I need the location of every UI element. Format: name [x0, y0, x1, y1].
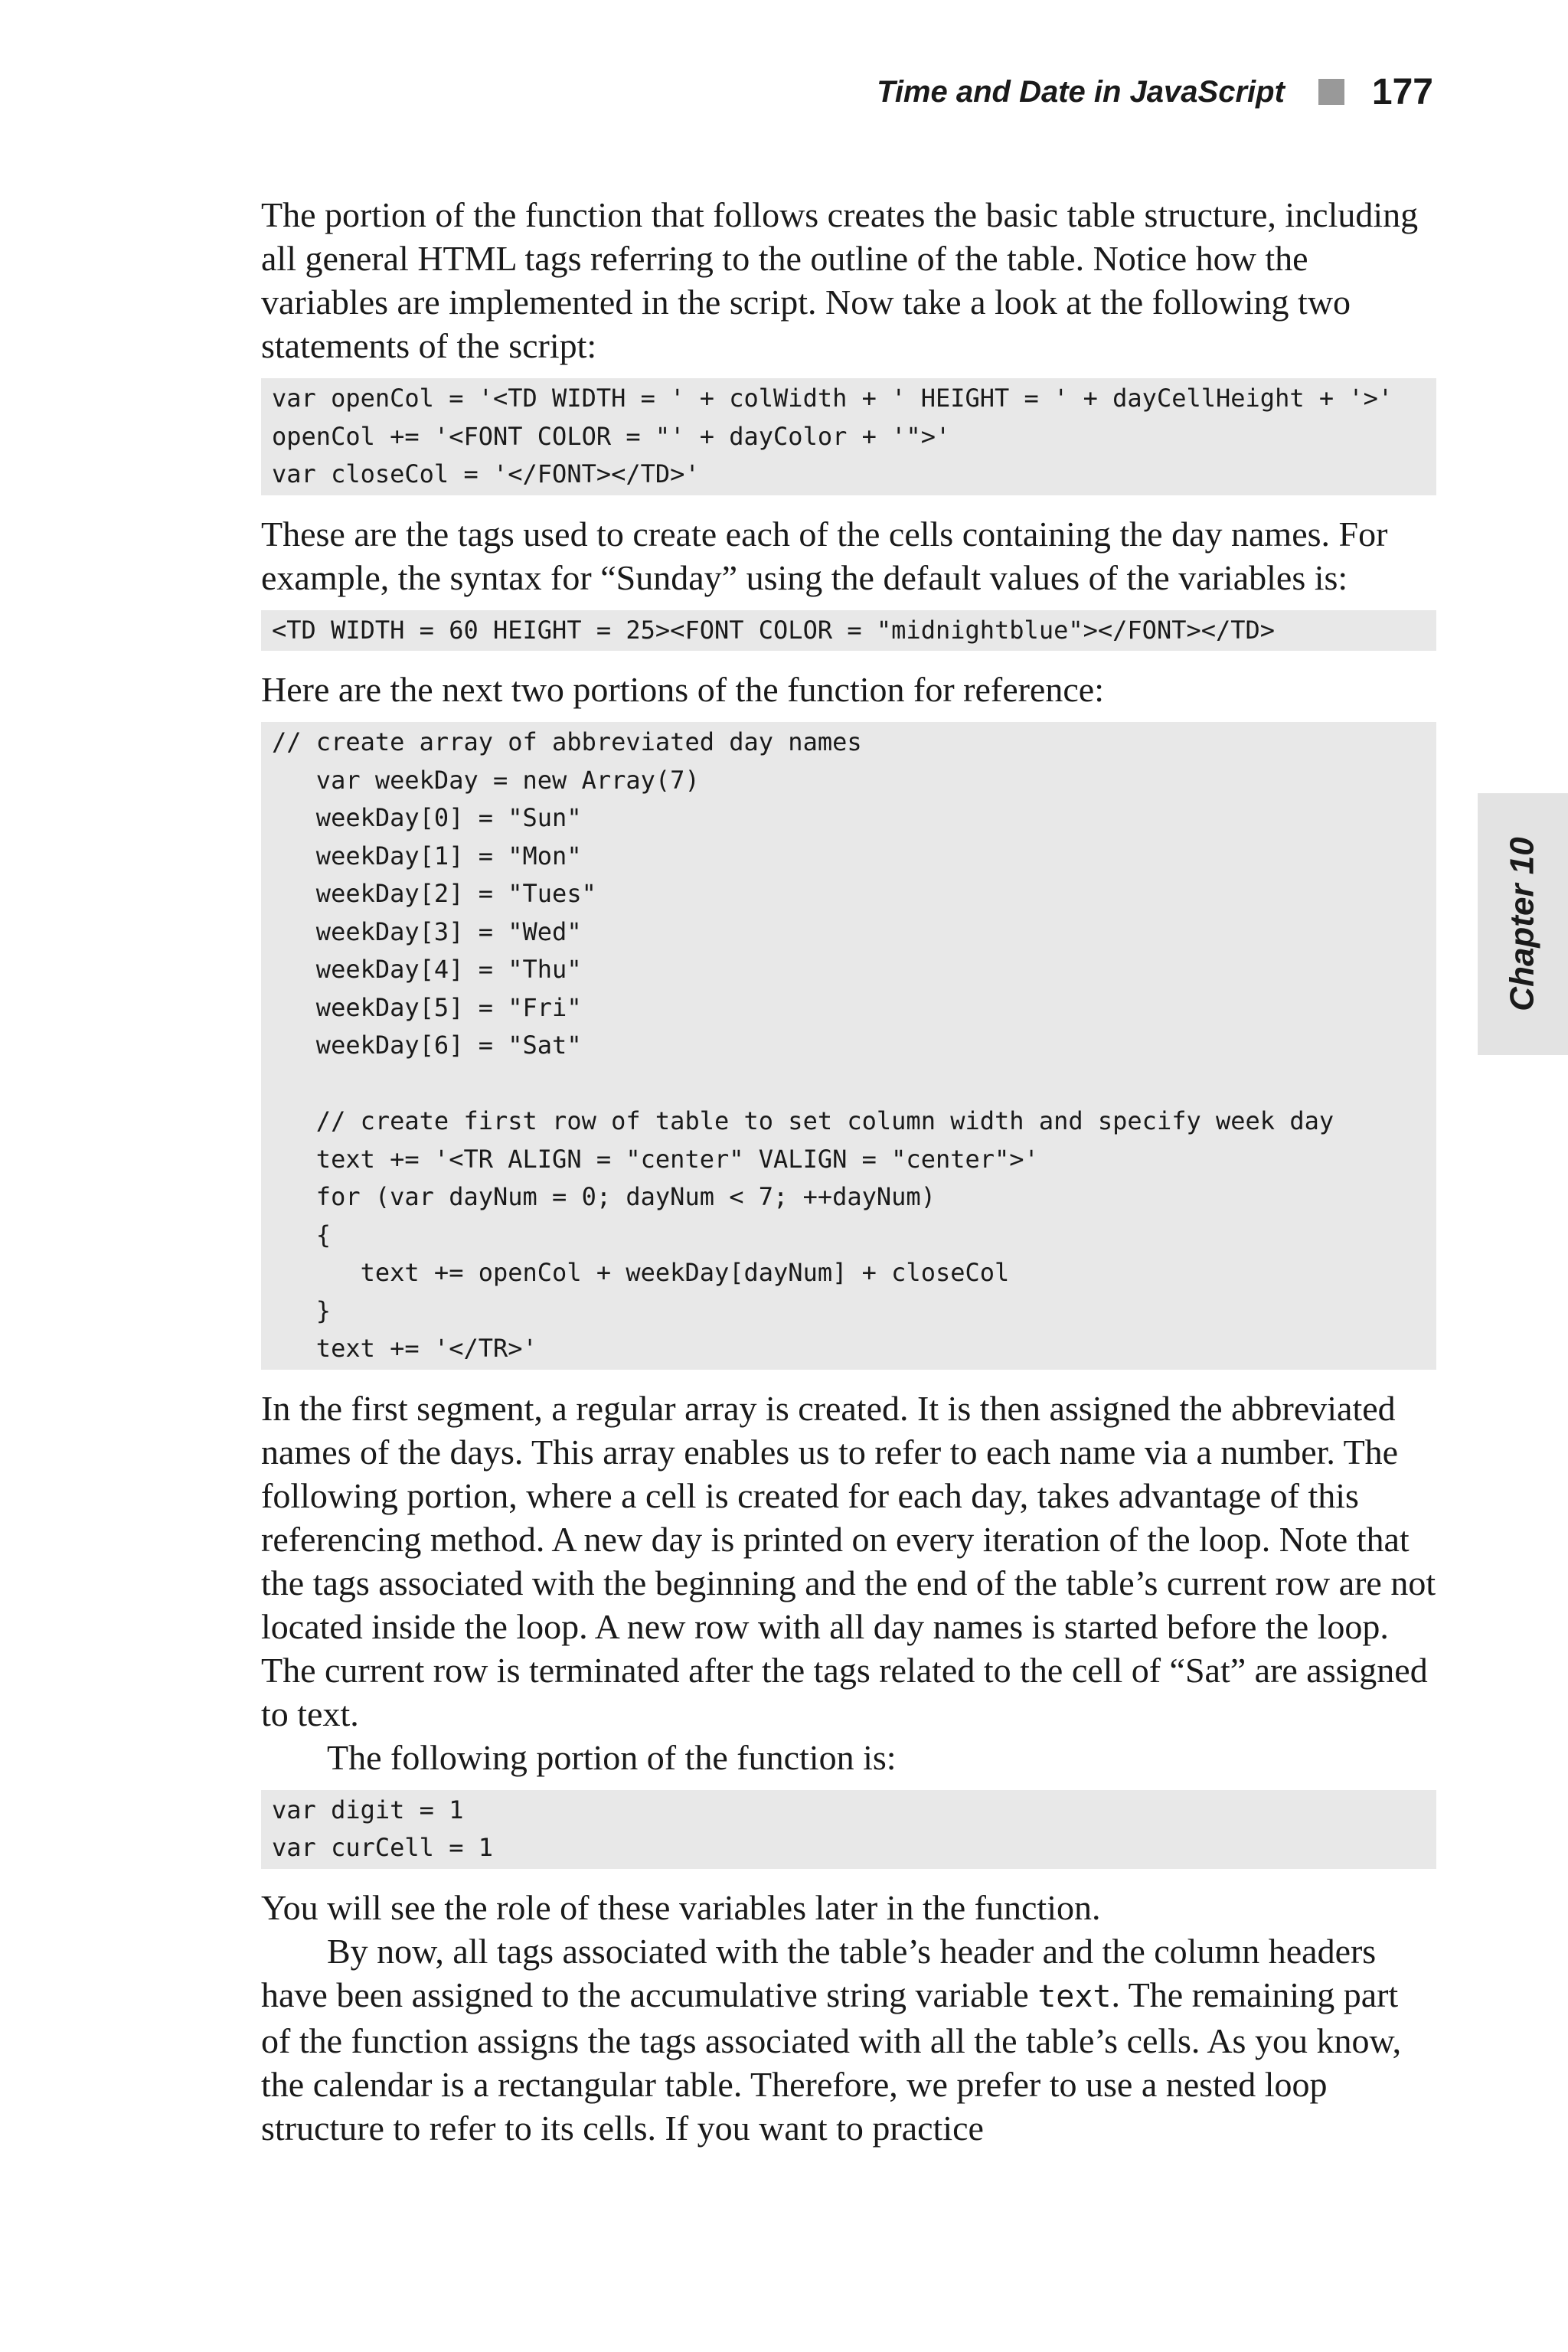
paragraph: You will see the role of these variables later in the function. [261, 1887, 1101, 1927]
inline-code: text [1037, 1978, 1112, 2014]
code-block: <TD WIDTH = 60 HEIGHT = 25><FONT COLOR = "midnightblue"></FONT></TD> [261, 610, 1436, 652]
page-number: 177 [1371, 71, 1433, 113]
page-body [261, 193, 1436, 2150]
code-block: var openCol = '<TD WIDTH = ' + colWidth + ' HEIGHT = ' + dayCellHeight + '>' openCol += '<FONT COLOR = "' + dayColor + '">' var closeCol = '</FONT></TD>' [261, 378, 1436, 495]
paragraph-text: . The remaining part of the function assigns the tags associated with all the table’s cells. As you know, the calendar is a rectangular table. Therefore, we prefer to use a nested loop structure to refer to its cells. If you want to practice [261, 1975, 1402, 2148]
running-title: Time and Date in JavaScript [877, 74, 1285, 109]
chapter-tab [1478, 793, 1568, 1055]
paragraph: In the first segment, a regular array is created. It is then assigned the abbreviated names of the days. This array enables us to refer to each name via a number. The following portion, where a cell is created for each day, takes advantage of this referencing method. A new day is printed on every iteration of the loop. Note that the tags associated with the beginning and the end of the table’s current row are not located inside the loop. A new row with all day names is started before the loop. The current row is terminated after the tags related to the cell of “Sat” are assigned to text. [261, 1388, 1436, 1733]
code-block: var digit = 1 var curCell = 1 [261, 1790, 1436, 1869]
running-header [877, 67, 1433, 116]
paragraph: Here are the next two portions of the function for reference: [261, 670, 1104, 709]
paragraph: The following portion of the function is: [327, 1737, 897, 1777]
code-block: // create array of abbreviated day names var weekDay = new Array(7) weekDay[0] = "Sun" weekDay[1] = "Mon" weekDay[2] = "Tues" weekDay[3] = "Wed" weekDay[4] = "Thu" weekDay[5] = "Fri" weekDay[6] = "Sat" // create first row of table to set column width and specify week day text += '<TR ALIGN = "center" VALIGN = "center">' for (var dayNum = 0; dayNum < 7; ++dayNum) { text += openCol + weekDay[dayNum] + closeCol } text += '</TR>' [261, 722, 1436, 1370]
paragraph [261, 1929, 1436, 2150]
paragraph: The portion of the function that follows creates the basic table structure, including all general HTML tags referring to the outline of the table. Notice how the variables are implemented in the script. Now take a look at the following two statements of the script: [261, 195, 1419, 365]
header-square-ornament [1318, 79, 1344, 105]
chapter-tab-label: Chapter 10 [1504, 837, 1542, 1011]
paragraph: These are the tags used to create each of the cells containing the day names. For example, the syntax for “Sunday” using the default values of the variables is: [261, 514, 1388, 597]
paragraph-text: By now, all tags associated with the table’s header and the column headers have been assigned to the accumulative string variable [261, 1931, 1377, 2014]
